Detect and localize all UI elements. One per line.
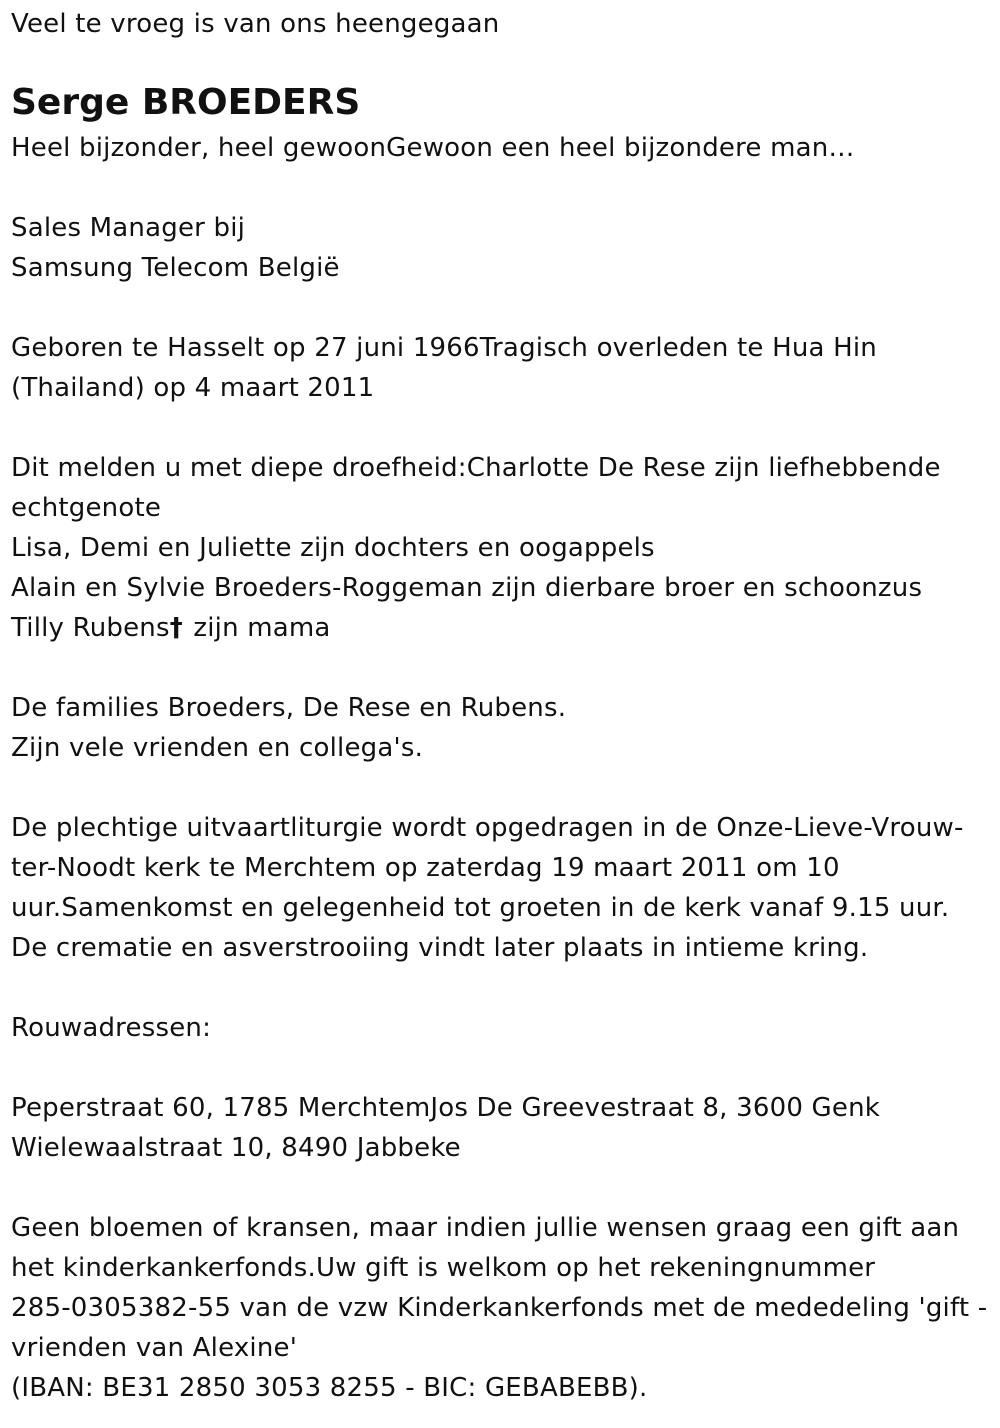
motto-text: Heel bijzonder, heel gewoonGewoon een heel bijzondere man… xyxy=(11,133,855,163)
donation-line-2: het kinderkankerfonds.Uw gift is welkom op het rekeningnummer xyxy=(11,1253,876,1283)
announcer-line-4: Alain en Sylvie Broeders-Roggeman zijn dierbare broer en schoonzus xyxy=(11,573,923,603)
announcer-line-1: Dit melden u met diepe droefheid:Charlotte De Rese zijn liefhebbende xyxy=(11,453,941,483)
families-line-2: Zijn vele vrienden en collega's. xyxy=(11,733,424,763)
funeral-line-2: ter-Noodt kerk te Merchtem op zaterdag 19 maart 2011 om 10 xyxy=(11,853,840,883)
donation-line-1: Geen bloemen of kransen, maar indien jullie wensen graag een gift aan xyxy=(11,1213,960,1243)
job-title: Sales Manager bij xyxy=(11,213,246,243)
donation-line-5: (IBAN: BE31 2850 3053 8255 - BIC: GEBABEBB). xyxy=(11,1373,648,1403)
obituary-notice xyxy=(11,0,991,1408)
addresses-heading: Rouwadressen: xyxy=(11,1013,212,1043)
deceased-name: Serge BROEDERS xyxy=(11,82,361,123)
funeral-line-3: uur.Samenkomst en gelegenheid tot groeten in de kerk vanaf 9.15 uur. xyxy=(11,893,950,923)
funeral-line-1: De plechtige uitvaartliturgie wordt opgedragen in de Onze-Lieve-Vrouw- xyxy=(11,813,964,843)
cross-icon: † xyxy=(169,613,183,643)
address-line-1: Peperstraat 60, 1785 MerchtemJos De Greevestraat 8, 3600 Genk xyxy=(11,1093,881,1123)
announcer-line-2: echtgenote xyxy=(11,493,162,523)
address-line-2: Wielewaalstraat 10, 8490 Jabbeke xyxy=(11,1133,461,1163)
families-line-1: De families Broeders, De Rese en Rubens. xyxy=(11,693,567,723)
intro-text: Veel te vroeg is van ons heengegaan xyxy=(11,9,500,39)
announcer-line-3: Lisa, Demi en Juliette zijn dochters en oogappels xyxy=(11,533,655,563)
announcer-mother xyxy=(11,608,991,648)
funeral-line-4: De crematie en asverstrooiing vindt later plaats in intieme kring. xyxy=(11,933,869,963)
job-company: Samsung Telecom België xyxy=(11,253,340,283)
donation-line-3: 285-0305382-55 van de vzw Kinderkankerfonds met de mededeling 'gift - xyxy=(11,1293,988,1323)
birth-death-line-1: Geboren te Hasselt op 27 juni 1966Tragisch overleden te Hua Hin xyxy=(11,333,877,363)
mother-name: Tilly Rubens xyxy=(11,613,170,643)
donation-line-4: vrienden van Alexine' xyxy=(11,1333,298,1363)
birth-death-line-2: (Thailand) op 4 maart 2011 xyxy=(11,373,375,403)
mother-role: zijn mama xyxy=(184,613,331,643)
